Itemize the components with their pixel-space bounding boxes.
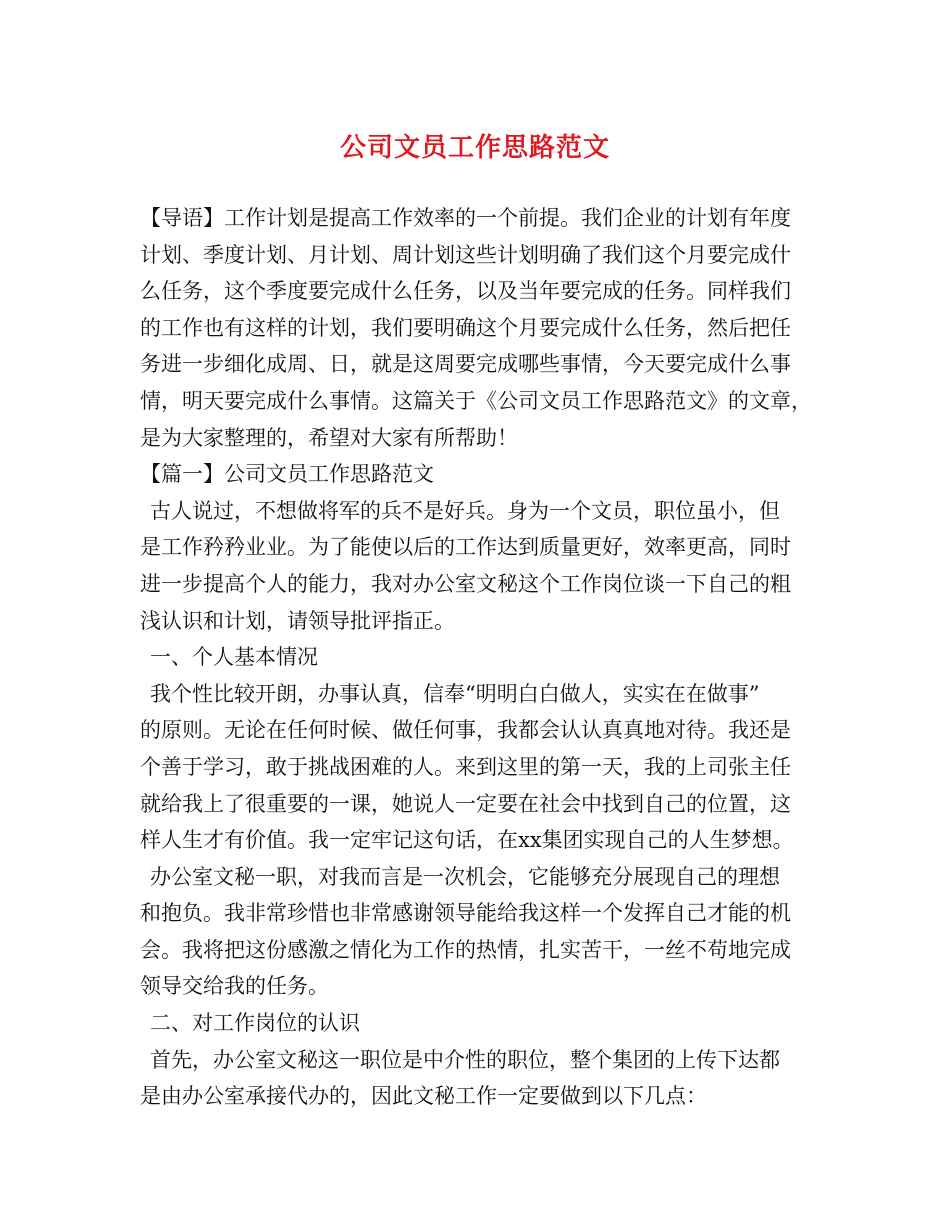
text-line: 样人生才有价值。我一定牢记这句话，在xx集团实现自己的人生梦想。 bbox=[140, 828, 794, 853]
text-line: 个善于学习，敢于挑战困难的人。来到这里的第一天，我的上司张主任 bbox=[140, 754, 791, 779]
text-line: 进一步提高个人的能力，我对办公室文秘这个工作岗位谈一下自己的粗 bbox=[140, 571, 791, 596]
text-line: 办公室文秘一职，对我而言是一次机会，它能够充分展现自己的理想 bbox=[150, 864, 780, 889]
text-line: 的工作也有这样的计划，我们要明确这个月要完成什么任务，然后把任 bbox=[140, 315, 791, 340]
subsection-heading: 二、对工作岗位的认识 bbox=[150, 1011, 360, 1036]
text-line: 是由办公室承接代办的，因此文秘工作一定要做到以下几点： bbox=[140, 1084, 707, 1109]
text-line: 情，明天要完成什么事情。这篇关于《公司文员工作思路范文》的文章， bbox=[140, 388, 812, 413]
text-line: 【导语】工作计划是提高工作效率的一个前提。我们企业的计划有年度 bbox=[140, 206, 791, 230]
text-line: 么任务，这个季度要完成什么任务，以及当年要完成的任务。同样我们 bbox=[140, 279, 791, 304]
subsection-heading: 一、个人基本情况 bbox=[150, 645, 318, 670]
text-line: 务进一步细化成周、日，就是这周要完成哪些事情，今天要完成什么事 bbox=[140, 352, 791, 377]
text-line: 的原则。无论在任何时候、做任何事，我都会认认真真地对待。我还是 bbox=[140, 718, 791, 743]
document-title: 公司文员工作思路范文 bbox=[339, 133, 610, 163]
text-line: 首先，办公室文秘这一职位是中介性的职位，整个集团的上传下达都 bbox=[150, 1047, 780, 1072]
text-line: 浅认识和计划，请领导批评指正。 bbox=[140, 608, 455, 633]
document-body bbox=[140, 200, 830, 1115]
text-line: 我个性比较开朗，办事认真，信奉“明明白白做人，实实在在做事” bbox=[150, 681, 760, 706]
text-line: 是为大家整理的，希望对大家有所帮助！ bbox=[140, 425, 518, 450]
text-line: 领导交给我的任务。 bbox=[140, 974, 329, 999]
text-line: 计划、季度计划、月计划、周计划这些计划明确了我们这个月要完成什 bbox=[140, 242, 791, 267]
text-line: 古人说过，不想做将军的兵不是好兵。身为一个文员，职位虽小，但 bbox=[150, 498, 780, 523]
text-line: 和抱负。我非常珍惜也非常感谢领导能给我这样一个发挥自己才能的机 bbox=[140, 901, 791, 926]
section-heading: 【篇一】公司文员工作思路范文 bbox=[140, 462, 434, 487]
text-line: 是工作矜矜业业。为了能使以后的工作达到质量更好，效率更高，同时 bbox=[140, 535, 791, 560]
text-line: 就给我上了很重要的一课，她说人一定要在社会中找到自己的位置，这 bbox=[140, 791, 791, 816]
text-line: 会。我将把这份感激之情化为工作的热情，扎实苦干，一丝不苟地完成 bbox=[140, 937, 791, 962]
